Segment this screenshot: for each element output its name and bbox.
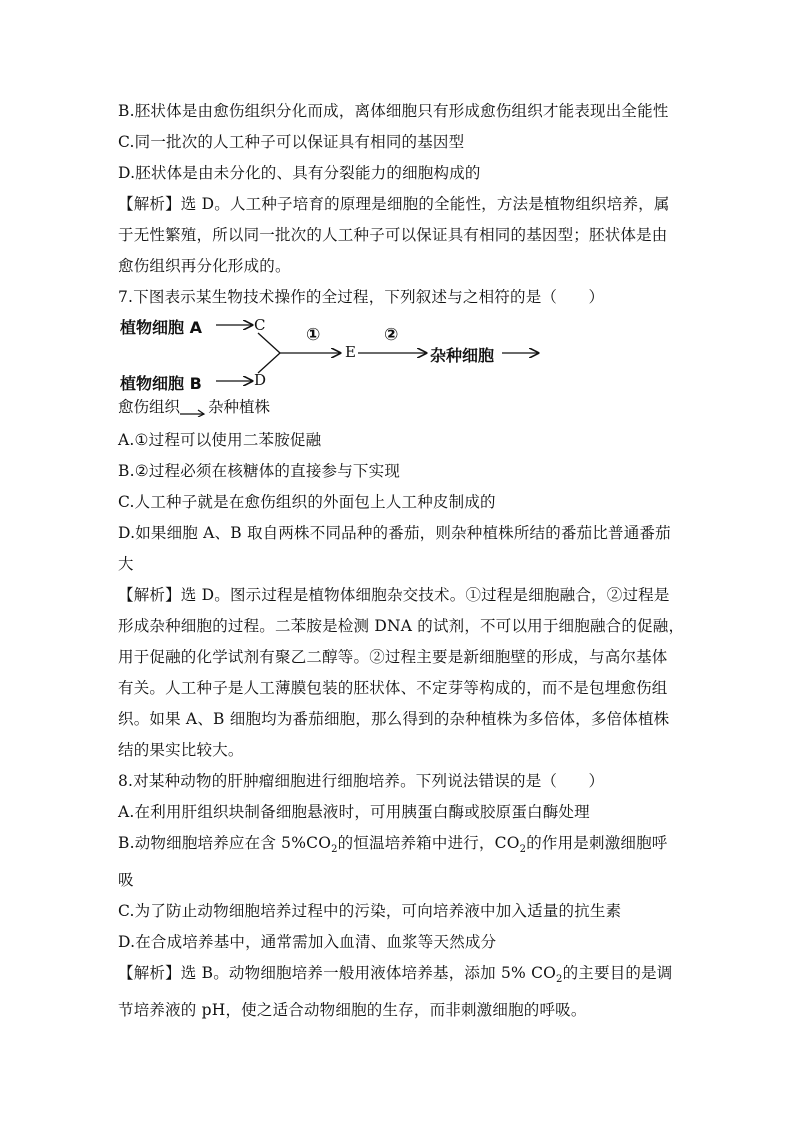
arrow-icon	[180, 395, 208, 419]
text-line: D.胚状体是由未分化的、具有分裂能力的细胞构成的	[118, 164, 481, 182]
text-line: 用于促融的化学试剂有聚乙二醇等。②过程主要是新细胞壁的形成，与高尔基体	[118, 648, 668, 666]
option-b	[118, 828, 678, 865]
text-line: 吸	[118, 871, 134, 890]
option-d: D.在合成培养基中，通常需加入血清、血浆等天然成分	[118, 933, 497, 952]
text-span: 的恒温培养箱中进行，CO	[337, 834, 520, 852]
text-line: 【解析】选 D。人工种子培育的原理是细胞的全能性，方法是植物组织培养，属	[118, 195, 670, 213]
text-span: 【解析】选 B。动物细胞培养一般用液体培养基，添加 5% CO	[118, 964, 557, 983]
analysis-8	[118, 958, 678, 995]
text-line: 大	[118, 555, 134, 573]
option-a: A.在利用肝组织块制备细胞悬液时，可用胰蛋白酶或胶原蛋白酶处理	[118, 803, 590, 821]
text-line: 愈伤组织再分化形成的。	[118, 257, 291, 275]
plant-cell-a-label: 植物细胞 A	[120, 318, 202, 337]
text-span: 的作用是刺激细胞呼	[526, 834, 668, 852]
diagram-line-2	[118, 395, 678, 419]
text-line: 形成杂种细胞的过程。二苯胺是检测 DNA 的试剂，不可以用于细胞融合的促融，	[118, 617, 685, 635]
text-line: 织。如果 A、B 细胞均为番茄细胞，那么得到的杂种植株为多倍体，多倍体植株	[118, 710, 670, 728]
text-line: 有关。人工种子是人工薄膜包装的胚状体、不定芽等构成的，而不是包埋愈伤组	[118, 679, 668, 697]
text-line: 于无性繁殖，所以同一批次的人工种子可以保证具有相同的基因型；胚状体是由	[118, 226, 668, 244]
text-line: 结的果实比较大。	[118, 741, 244, 759]
subscript: 2	[331, 844, 338, 856]
text-span: 的主要目的是调	[562, 964, 673, 983]
analysis-7: 【解析】选 D。图示过程是植物体细胞杂交技术。①过程是细胞融合，②过程是	[118, 586, 670, 604]
subscript: 2	[519, 844, 527, 856]
callus-label: 愈伤组织	[118, 398, 181, 416]
question-7: 7.下图表示某生物技术操作的全过程，下列叙述与之相符的是（ ）	[118, 288, 605, 306]
text-span: B.动物细胞培养应在含 5%CO	[118, 834, 332, 852]
option-b: B.②过程必须在核糖体的直接参与下实现	[118, 462, 401, 480]
subscript: 2	[556, 974, 563, 986]
option-d: D.如果细胞 A、B 取自两株不同品种的番茄，则杂种植株所结的番茄比普通番茄	[118, 524, 671, 542]
c-label: C	[254, 316, 266, 334]
hybrid-cell-label: 杂种细胞	[430, 346, 495, 365]
process-diagram	[118, 313, 678, 395]
text-line: C.同一批次的人工种子可以保证具有相同的基因型	[118, 133, 465, 151]
step-1-label: ①	[306, 325, 321, 345]
d-label: D	[254, 371, 267, 389]
question-8: 8.对某种动物的肝肿瘤细胞进行细胞培养。下列说法错误的是（ ）	[118, 772, 605, 790]
option-c: C.为了防止动物细胞培养过程中的污染，可向培养液中加入适量的抗生素	[118, 902, 622, 921]
option-a: A.①过程可以使用二苯胺促融	[118, 431, 322, 449]
text-line: B.胚状体是由愈伤组织分化而成，离体细胞只有形成愈伤组织才能表现出全能性	[118, 102, 669, 120]
plant-cell-b-label: 植物细胞 B	[120, 374, 202, 393]
document-page	[118, 96, 685, 1026]
step-2-label: ②	[384, 325, 399, 345]
text-line: 节培养液的 pH，使之适合动物细胞的生存，而非刺激细胞的呼吸。	[118, 1001, 587, 1020]
hybrid-plant-label: 杂种植株	[208, 398, 271, 416]
e-label: E	[345, 343, 356, 361]
option-c: C.人工种子就是在愈伤组织的外面包上人工种皮制成的	[118, 493, 496, 511]
